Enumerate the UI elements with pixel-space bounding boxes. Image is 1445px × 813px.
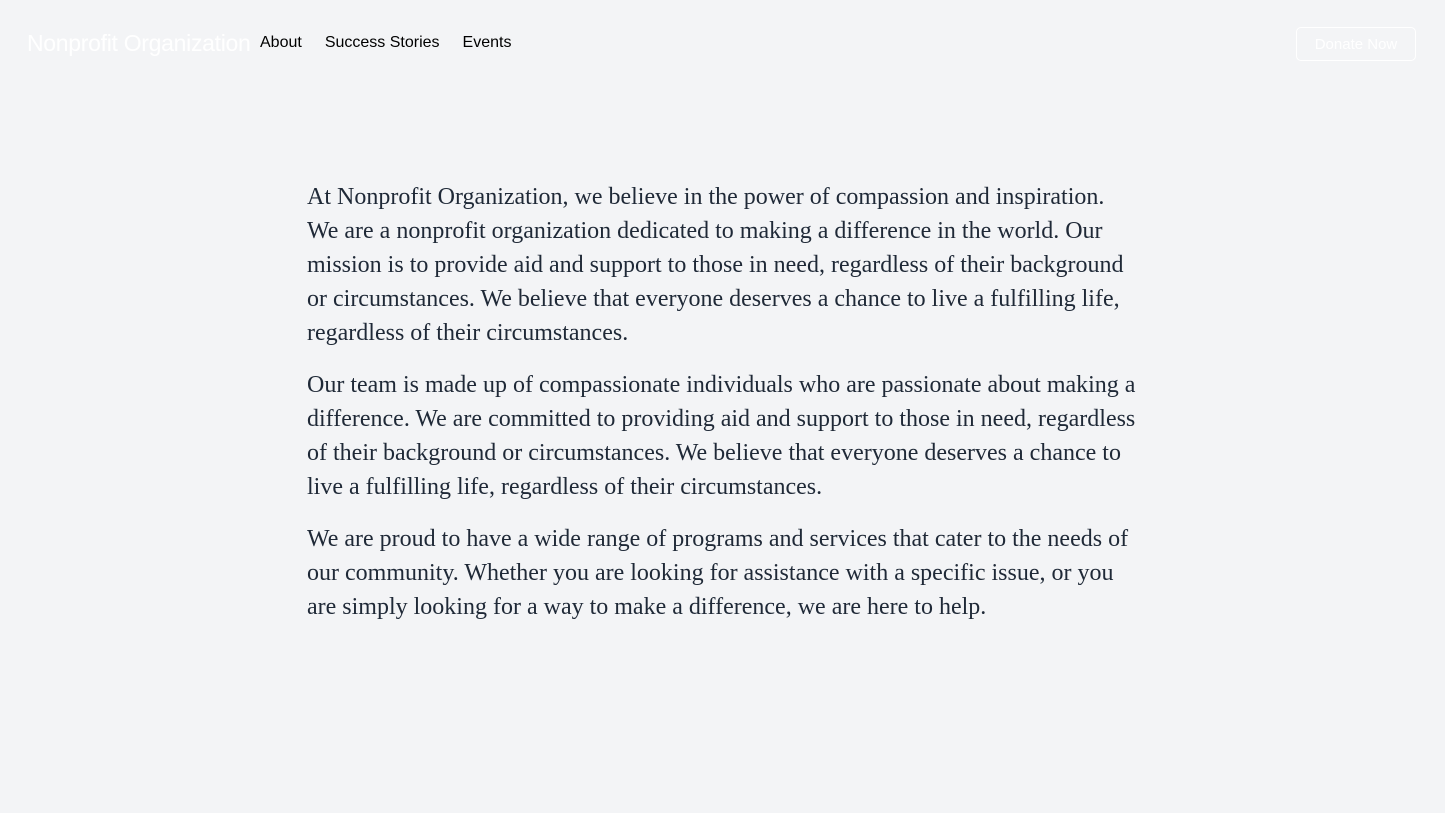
- main-content: [307, 180, 1137, 642]
- paragraph: We are proud to have a wide range of programs and services that cater to the needs of our community. Whether you are looking for assistance with a specific issue, or you are simply looking for a way to make a difference, we are here to help.: [307, 526, 1129, 620]
- brand-logo[interactable]: Nonprofit Organization: [27, 30, 251, 56]
- paragraph: At Nonprofit Organization, we believe in the power of compassion and inspiration. We are a nonprofit organization dedicated to making a difference in the world. Our mission is to provide aid and support to those in need, regardless of their background or circumstances. We believe that everyone deserves a chance to live a fulfilling life, regardless of their circumstances.: [307, 184, 1124, 346]
- nav-events[interactable]: Events: [462, 34, 512, 51]
- paragraph: Our team is made up of compassionate individuals who are passionate about making a difference. We are committed to providing aid and support to those in need, regardless of their background or circumstances. We believe that everyone deserves a chance to live a fulfilling life, regardless of their circumstances.: [307, 372, 1136, 500]
- site-header: [0, 0, 1445, 88]
- main-nav: [260, 34, 511, 52]
- nav-success-stories[interactable]: Success Stories: [324, 34, 440, 51]
- donate-button[interactable]: Donate Now: [1296, 27, 1416, 61]
- nav-about[interactable]: About: [260, 34, 302, 51]
